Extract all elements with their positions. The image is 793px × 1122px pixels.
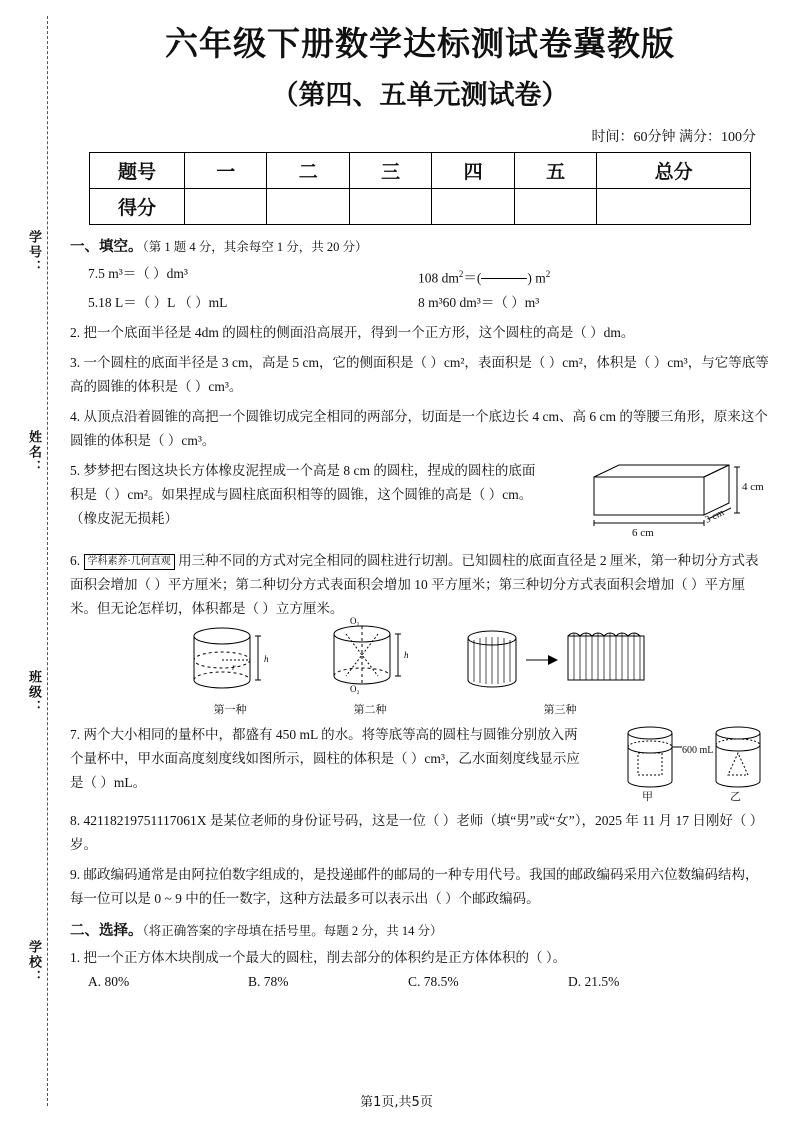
side-label-group <box>18 200 44 1030</box>
question-1-line1-left: 7.5 m³＝（ ）dm³ <box>88 266 188 281</box>
question-8-text: 42118219751117061X 是某位老师的身份证号码，这是一位（ ）老师（填“男”或“女”），2025 年 11 月 17 日刚好（ ）岁。 <box>70 812 764 852</box>
prism-height-label: 4 cm <box>742 480 764 493</box>
fold-dashed-line <box>47 16 48 1106</box>
question-3-number: 3. <box>70 354 81 370</box>
question-2 <box>70 321 770 345</box>
question-7-number: 7. <box>70 726 81 742</box>
side-label-class: 班级： <box>27 670 42 715</box>
literacy-tag: 学科素养·几何直观 <box>84 554 175 570</box>
section-heading-fill <box>70 235 770 256</box>
table-row <box>90 189 751 225</box>
section-note-2: （将正确答案的字母填在括号里。每题 2 分，共 14 分） <box>142 923 443 938</box>
svg-text:O₁: O₁ <box>350 615 360 626</box>
score-input-cell[interactable] <box>185 189 267 225</box>
svg-text:r: r <box>232 661 236 672</box>
paper-content <box>70 0 770 990</box>
choice-1-number: 1. <box>70 949 81 965</box>
question-2-text: 把一个底面半径是 4dm 的圆柱的侧面沿高展开，得到一个正方形，这个圆柱的高是（ ）dm。 <box>83 324 635 340</box>
score-cell: 得分 <box>90 189 185 225</box>
score-cell: 四 <box>432 153 514 189</box>
cylinder-3-caption: 第三种 <box>543 703 577 716</box>
question-1 <box>70 262 770 315</box>
score-cell: 三 <box>349 153 431 189</box>
score-input-cell[interactable] <box>597 189 751 225</box>
question-6-number: 6. <box>70 552 81 568</box>
question-8-number: 8. <box>70 812 81 828</box>
page-title: 六年级下册数学达标测试卷冀教版 <box>165 24 675 63</box>
beaker-left-caption: 甲 <box>642 790 653 803</box>
cylinder-figure-3 <box>460 624 660 717</box>
choice-1-options <box>70 974 770 990</box>
cylinder-figure-1 <box>180 624 280 717</box>
question-1-line2-left: 5.18 L＝（ ）L （ ）mL <box>88 294 228 310</box>
fraction-bar <box>481 278 527 279</box>
question-6 <box>70 549 770 621</box>
score-input-cell[interactable] <box>432 189 514 225</box>
question-6-text: 用三种不同的方式对完全相同的圆柱进行切割。已知圆柱的底面直径是 2 厘米，第一种切分方式表面积会增加（ ）平方厘米；第二种切分方式表面积会增加 10 平方厘米；第三种切分方式表面积会增加（ ）平方厘米。但无论怎样切，体积都是（ ）立方厘米。 <box>70 552 759 616</box>
cylinder-1-caption: 第一种 <box>213 703 247 716</box>
question-9 <box>70 863 770 911</box>
page-footer: 第1页,共5页 <box>360 1095 433 1110</box>
score-table <box>89 152 751 225</box>
score-cell: 题号 <box>90 153 185 189</box>
section-note: （第 1 题 4 分，其余每空 1 分，共 20 分） <box>142 240 368 254</box>
cylinder-figures-group <box>70 615 770 717</box>
question-4 <box>70 405 770 453</box>
prism-depth-label: 3 cm <box>703 506 726 526</box>
question-2-number: 2. <box>70 324 81 340</box>
score-cell: 五 <box>514 153 596 189</box>
score-cell: 二 <box>267 153 349 189</box>
question-4-number: 4. <box>70 408 81 424</box>
score-cell: 总分 <box>597 153 751 189</box>
svg-text:h: h <box>404 649 409 660</box>
prism-width-label: 6 cm <box>632 526 654 539</box>
question-7-text: 两个大小相同的量杯中，都盛有 450 mL 的水。将等底等高的圆柱与圆锥分别放入两个量杯中，甲水面高度刻度线如图所示，圆柱的体积是（ ）cm³，乙水面刻度线显示应是（ ）mL。 <box>70 726 580 790</box>
question-4-text: 从顶点沿着圆锥的高把一个圆锥切成完全相同的两部分，切面是一个底边长 4 cm、高 6 cm 的等腰三角形，原来这个圆锥的体积是（ ）cm³。 <box>70 408 768 448</box>
time-score-info: 时间：60分钟 满分：100分 <box>591 130 756 145</box>
side-label-name: 姓名： <box>27 430 42 475</box>
score-cell: 一 <box>185 153 267 189</box>
beaker-volume-label: 600 mL <box>682 744 714 756</box>
svg-text:O₂: O₂ <box>350 683 360 694</box>
side-label-school: 学校： <box>27 940 42 985</box>
question-3-text: 一个圆柱的底面半径是 3 cm，高是 5 cm，它的侧面积是（ ）cm²，表面积是（ ）cm²，体积是（ ）cm³，与它等底等高的圆锥的体积是（ ）cm³。 <box>70 354 769 394</box>
question-9-text: 邮政编码通常是由阿拉伯数字组成的，是投递邮件的邮局的一种专用代号。我国的邮政编码采用六位数编码结构，每一位可以是 0 ~ 9 中的任一数字，这种方法最多可以表示出（ ）个邮政编码。 <box>70 866 759 906</box>
beaker-right-caption: 乙 <box>730 790 741 803</box>
score-input-cell[interactable] <box>514 189 596 225</box>
question-3 <box>70 351 770 399</box>
choice-option-b[interactable]: B. 78% <box>248 973 289 989</box>
section-title: 一、填空。 <box>70 239 143 255</box>
table-row <box>90 153 751 189</box>
choice-option-d[interactable]: D. 21.5% <box>568 973 620 989</box>
question-8 <box>70 809 770 857</box>
question-7 <box>70 723 770 803</box>
svg-text:h: h <box>264 653 269 664</box>
question-5-text: 梦梦把右图这块长方体橡皮泥捏成一个高是 8 cm 的圆柱，捏成的圆柱的底面积是（ ）cm²。如果捏成与圆柱底面积相等的圆锥，这个圆锥的高是（ ）cm。（橡皮泥无损耗） <box>70 462 536 526</box>
section-heading-choice <box>70 919 770 940</box>
section-title-2: 二、选择。 <box>70 922 143 939</box>
cylinder-2-caption: 第二种 <box>353 703 387 716</box>
question-5 <box>70 459 770 543</box>
question-1-line1-right: 108 $dm^2=$( ) $m^2$ <box>418 269 551 286</box>
question-1-line2-right: 8 m³60 dm³＝（ ）m³ <box>418 294 540 310</box>
choice-option-c[interactable]: C. 78.5% <box>408 973 459 989</box>
side-label-student-id: 学号： <box>27 230 42 275</box>
choice-1-text: 把一个正方体木块削成一个最大的圆柱，削去部分的体积约是正方体体积的（ ）。 <box>83 949 567 965</box>
page-subtitle: （第四、五单元测试卷） <box>271 80 569 111</box>
question-9-number: 9. <box>70 866 81 882</box>
beakers-figure <box>620 723 770 803</box>
cylinder-figure-2 <box>320 616 420 717</box>
question-5-number: 5. <box>70 462 81 478</box>
score-input-cell[interactable] <box>267 189 349 225</box>
score-input-cell[interactable] <box>349 189 431 225</box>
rectangular-prism-figure <box>574 459 764 537</box>
choice-question-1 <box>70 946 770 970</box>
choice-option-a[interactable]: A. 80% <box>88 973 130 989</box>
